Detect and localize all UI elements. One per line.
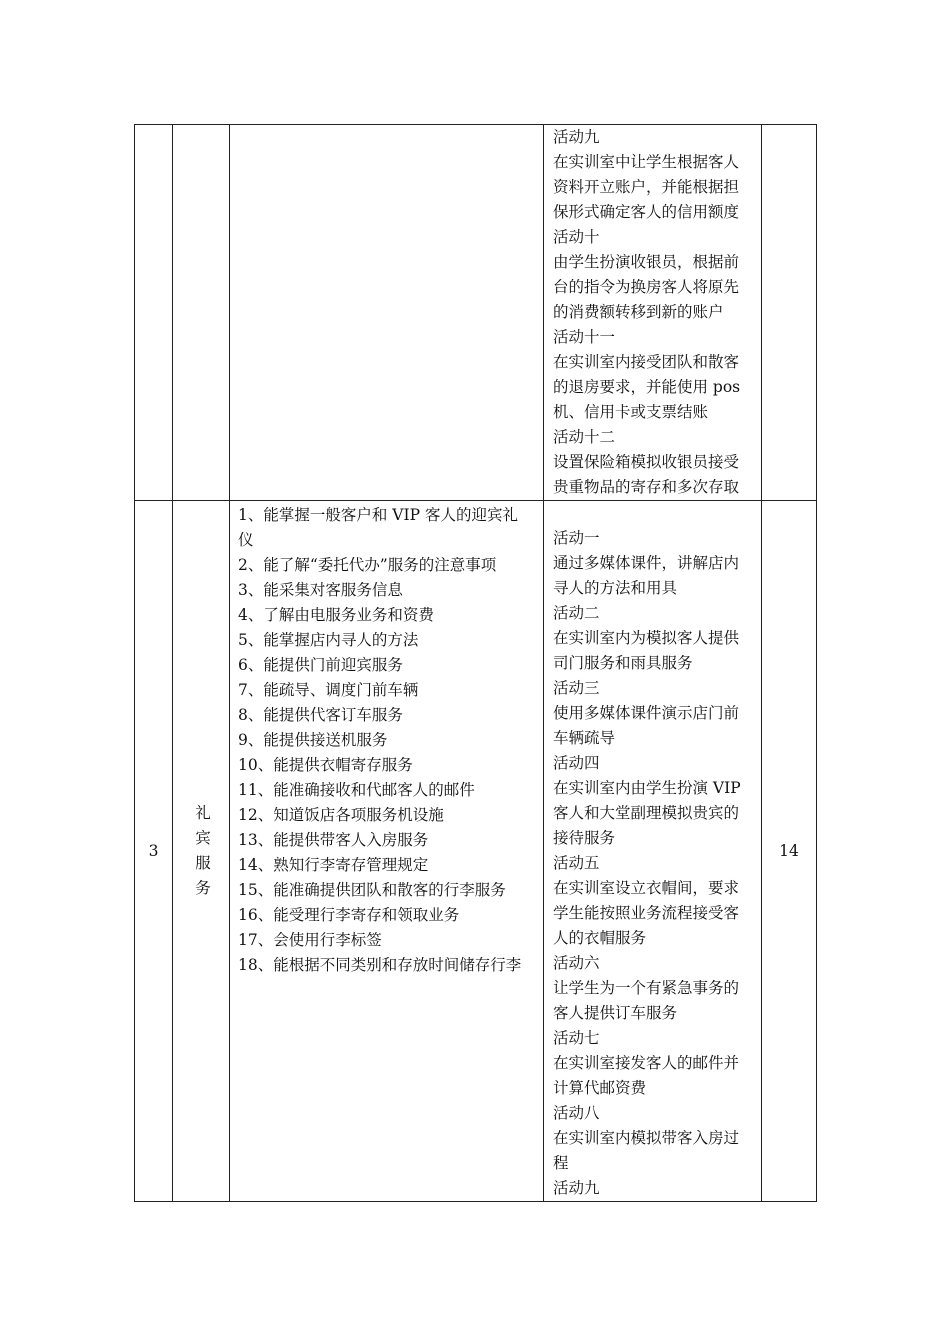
activity-description-line: 保形式确定客人的信用额度 — [553, 203, 740, 221]
activity-title: 活动九 — [553, 128, 600, 146]
activity-description-line: 的退房要求，并能使用 pos — [553, 378, 741, 396]
activity-description-line: 司门服务和雨具服务 — [553, 654, 693, 672]
objective-item: 仪 — [238, 531, 254, 549]
activity-title: 活动一 — [553, 529, 600, 547]
activity-description-line: 使用多媒体课件演示店门前 — [553, 704, 740, 722]
hours-cell — [762, 125, 817, 501]
objective-item: 2、能了解“委托代办”服务的注意事项 — [238, 556, 497, 574]
number-cell — [135, 125, 173, 501]
objective-item: 6、能提供门前迎宾服务 — [238, 656, 403, 674]
table-row — [135, 125, 817, 501]
activity-title: 活动三 — [553, 679, 600, 697]
activity-description-line: 的消费额转移到新的账户 — [553, 303, 724, 321]
module-cell — [173, 125, 230, 501]
activity-description-line: 通过多媒体课件，讲解店内 — [553, 554, 740, 572]
objective-item: 9、能提供接送机服务 — [238, 731, 388, 749]
activity-description-line: 资料开立账户，并能根据担 — [553, 178, 740, 196]
objectives-list — [230, 501, 543, 978]
activity-description-line: 学生能按照业务流程接受客 — [553, 904, 740, 922]
activity-description-line: 台的指令为换房客人将原先 — [553, 278, 740, 296]
objective-item: 11、能准确接收和代邮客人的邮件 — [238, 781, 475, 799]
activity-title: 活动八 — [553, 1104, 600, 1122]
hours-cell: 14 — [762, 501, 817, 1202]
activity-description-line: 人的衣帽服务 — [553, 929, 647, 947]
number-cell: 3 — [135, 501, 173, 1202]
activity-description-line: 贵重物品的寄存和多次存取 — [553, 478, 740, 496]
objective-item: 14、熟知行李寄存管理规定 — [238, 856, 429, 874]
activity-description-line: 车辆疏导 — [553, 729, 616, 747]
activity-title: 活动七 — [553, 1029, 600, 1047]
activity-title: 活动六 — [553, 954, 600, 972]
activity-description-line: 客人提供订车服务 — [553, 1004, 678, 1022]
table-row — [135, 501, 817, 1202]
activities-cell — [544, 125, 762, 501]
objective-item: 15、能准确提供团队和散客的行李服务 — [238, 881, 506, 899]
objective-item: 1、能掌握一般客户和 VIP 客人的迎宾礼 — [238, 506, 518, 524]
activity-title: 活动十二 — [553, 428, 616, 446]
activity-description-line: 由学生扮演收银员，根据前 — [553, 253, 740, 271]
activities-list — [544, 125, 761, 500]
objectives-cell — [230, 501, 544, 1202]
activity-description-line: 在实训室内为模拟客人提供 — [553, 629, 740, 647]
activity-description-line: 寻人的方法和用具 — [553, 579, 678, 597]
objective-item: 4、了解由电服务业务和资费 — [238, 606, 434, 624]
activity-title: 活动十一 — [553, 328, 616, 346]
activity-description-line: 让学生为一个有紧急事务的 — [553, 979, 740, 997]
objective-item: 8、能提供代客订车服务 — [238, 706, 403, 724]
curriculum-table — [134, 124, 817, 1202]
objective-item: 17、会使用行李标签 — [238, 931, 382, 949]
activity-description-line: 客人和大堂副理模拟贵宾的 — [553, 804, 740, 822]
activities-list — [544, 501, 761, 1201]
activity-description-line: 在实训室内模拟带客入房过 — [553, 1129, 740, 1147]
activity-title: 活动九 — [553, 1179, 600, 1197]
objective-item: 5、能掌握店内寻人的方法 — [238, 631, 419, 649]
activity-description-line: 计算代邮资费 — [553, 1079, 647, 1097]
activities-cell — [544, 501, 762, 1202]
objective-item: 12、知道饭店各项服务机设施 — [238, 806, 444, 824]
activity-description-line: 接待服务 — [553, 829, 616, 847]
activity-description-line: 在实训室接发客人的邮件并 — [553, 1054, 740, 1072]
activity-title: 活动四 — [553, 754, 600, 772]
activity-description-line: 在实训室内由学生扮演 VIP — [553, 779, 741, 797]
activity-description-line: 在实训室中让学生根据客人 — [553, 153, 740, 171]
objective-item: 16、能受理行李寄存和领取业务 — [238, 906, 460, 924]
module-cell — [173, 501, 230, 1202]
activity-description-line: 在实训室设立衣帽间，要求 — [553, 879, 740, 897]
module-name: 礼宾服务 — [195, 804, 211, 897]
activity-title: 活动十 — [553, 228, 600, 246]
activity-description-line: 机、信用卡或支票结账 — [553, 403, 709, 421]
activity-description-line: 设置保险箱模拟收银员接受 — [553, 453, 740, 471]
objective-item: 7、能疏导、调度门前车辆 — [238, 681, 419, 699]
activity-description-line: 在实训室内接受团队和散客 — [553, 353, 740, 371]
objective-item: 18、能根据不同类别和存放时间储存行李 — [238, 956, 522, 974]
activity-description-line: 程 — [553, 1154, 569, 1172]
activity-title: 活动二 — [553, 604, 600, 622]
activity-title: 活动五 — [553, 854, 600, 872]
objective-item: 3、能采集对客服务信息 — [238, 581, 403, 599]
objective-item: 10、能提供衣帽寄存服务 — [238, 756, 413, 774]
objective-item: 13、能提供带客人入房服务 — [238, 831, 429, 849]
objectives-cell — [230, 125, 544, 501]
